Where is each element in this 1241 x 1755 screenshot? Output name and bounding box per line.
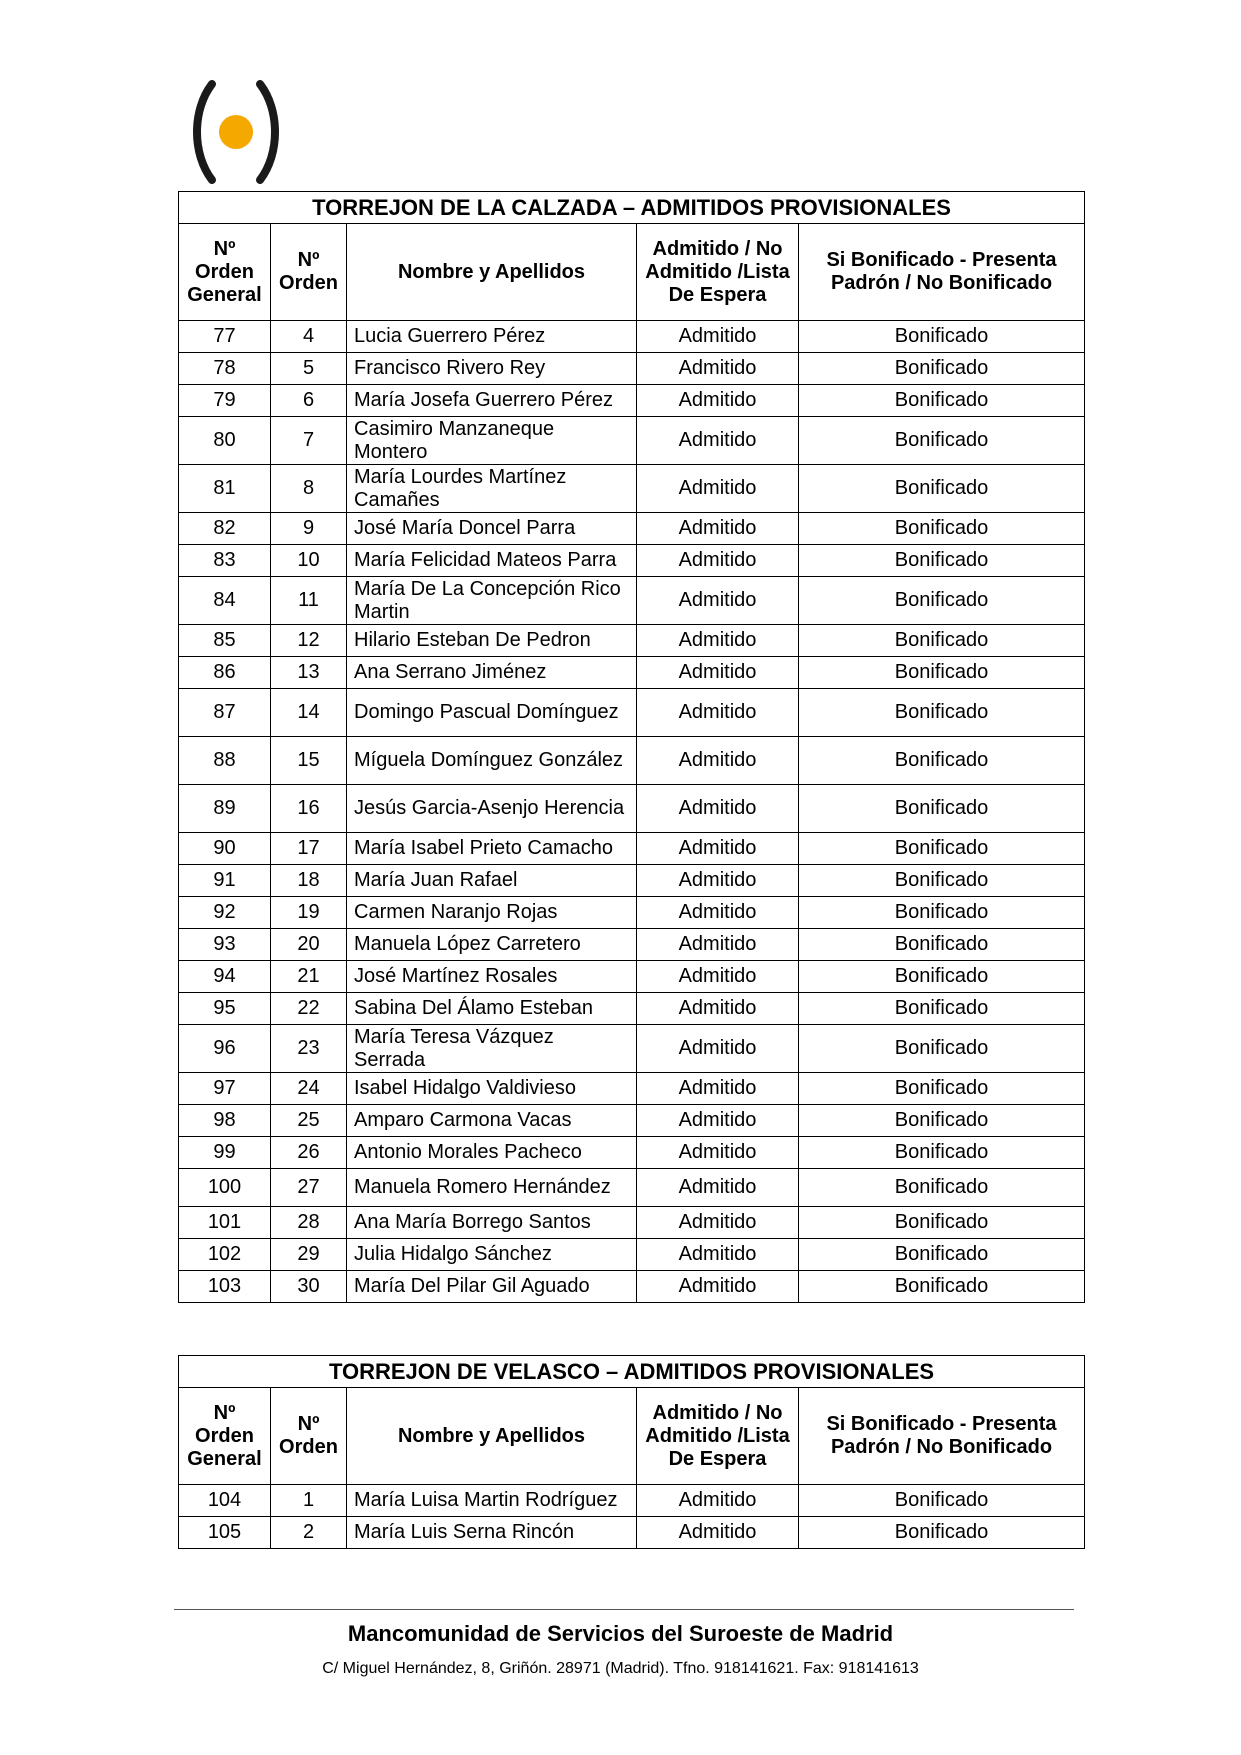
orden-cell: 24	[271, 1073, 347, 1105]
orden-cell: 5	[271, 353, 347, 385]
orden-general-cell: 97	[179, 1073, 271, 1105]
orden-general-cell: 82	[179, 513, 271, 545]
column-header-orden-general: Nº Orden General	[179, 1388, 271, 1485]
bonificado-cell: Bonificado	[799, 1073, 1085, 1105]
orden-general-cell: 103	[179, 1271, 271, 1303]
orden-general-cell: 100	[179, 1169, 271, 1207]
orden-cell: 16	[271, 785, 347, 833]
footer-divider	[174, 1609, 1074, 1610]
bonificado-cell: Bonificado	[799, 1105, 1085, 1137]
estado-cell: Admitido	[637, 465, 799, 513]
orden-general-cell: 88	[179, 737, 271, 785]
bonificado-cell: Bonificado	[799, 961, 1085, 993]
estado-cell: Admitido	[637, 689, 799, 737]
table-row	[179, 417, 1085, 465]
bonificado-cell: Bonificado	[799, 1239, 1085, 1271]
nombre-cell: Domingo Pascual Domínguez	[347, 689, 637, 737]
table-row	[179, 385, 1085, 417]
estado-cell: Admitido	[637, 417, 799, 465]
table-row	[179, 833, 1085, 865]
table-title: TORREJON DE VELASCO – ADMITIDOS PROVISIONALES	[179, 1356, 1085, 1388]
nombre-cell: Ana María Borrego Santos	[347, 1207, 637, 1239]
column-header-admitido: Admitido / No Admitido /Lista De Espera	[637, 224, 799, 321]
table-row	[179, 353, 1085, 385]
orden-general-cell: 99	[179, 1137, 271, 1169]
orden-cell: 7	[271, 417, 347, 465]
orden-general-cell: 80	[179, 417, 271, 465]
table-row	[179, 961, 1085, 993]
admitidos-table-velasco	[178, 1355, 1085, 1549]
bonificado-cell: Bonificado	[799, 993, 1085, 1025]
bonificado-cell: Bonificado	[799, 1517, 1085, 1549]
nombre-cell: Manuela López Carretero	[347, 929, 637, 961]
nombre-cell: María Juan Rafael	[347, 865, 637, 897]
orden-general-cell: 79	[179, 385, 271, 417]
bonificado-cell: Bonificado	[799, 385, 1085, 417]
orden-cell: 17	[271, 833, 347, 865]
estado-cell: Admitido	[637, 1073, 799, 1105]
column-header-bonificado: Si Bonificado - Presenta Padrón / No Bonificado	[799, 224, 1085, 321]
bonificado-cell: Bonificado	[799, 865, 1085, 897]
table-row	[179, 1207, 1085, 1239]
orden-cell: 14	[271, 689, 347, 737]
nombre-cell: Isabel Hidalgo Valdivieso	[347, 1073, 637, 1105]
nombre-cell: María Luis Serna Rincón	[347, 1517, 637, 1549]
bonificado-cell: Bonificado	[799, 625, 1085, 657]
orden-cell: 6	[271, 385, 347, 417]
mancomunidad-logo-icon	[188, 80, 284, 184]
orden-general-cell: 101	[179, 1207, 271, 1239]
bonificado-cell: Bonificado	[799, 577, 1085, 625]
estado-cell: Admitido	[637, 1025, 799, 1073]
estado-cell: Admitido	[637, 833, 799, 865]
orden-general-cell: 85	[179, 625, 271, 657]
nombre-cell: Ana Serrano Jiménez	[347, 657, 637, 689]
orden-cell: 8	[271, 465, 347, 513]
orden-cell: 2	[271, 1517, 347, 1549]
orden-general-cell: 81	[179, 465, 271, 513]
table-row	[179, 625, 1085, 657]
orden-cell: 30	[271, 1271, 347, 1303]
orden-cell: 15	[271, 737, 347, 785]
nombre-cell: Julia Hidalgo Sánchez	[347, 1239, 637, 1271]
bonificado-cell: Bonificado	[799, 465, 1085, 513]
nombre-cell: Sabina Del Álamo Esteban	[347, 993, 637, 1025]
orden-cell: 19	[271, 897, 347, 929]
nombre-cell: María De La Concepción Rico Martin	[347, 577, 637, 625]
table-row	[179, 1271, 1085, 1303]
orden-general-cell: 77	[179, 321, 271, 353]
table-row	[179, 865, 1085, 897]
orden-cell: 27	[271, 1169, 347, 1207]
bonificado-cell: Bonificado	[799, 545, 1085, 577]
nombre-cell: María Del Pilar Gil Aguado	[347, 1271, 637, 1303]
table-row	[179, 465, 1085, 513]
estado-cell: Admitido	[637, 785, 799, 833]
orden-general-cell: 87	[179, 689, 271, 737]
nombre-cell: Lucia Guerrero Pérez	[347, 321, 637, 353]
bonificado-cell: Bonificado	[799, 1271, 1085, 1303]
bonificado-cell: Bonificado	[799, 689, 1085, 737]
estado-cell: Admitido	[637, 657, 799, 689]
bonificado-cell: Bonificado	[799, 929, 1085, 961]
orden-cell: 28	[271, 1207, 347, 1239]
orden-cell: 10	[271, 545, 347, 577]
orden-cell: 18	[271, 865, 347, 897]
bonificado-cell: Bonificado	[799, 417, 1085, 465]
table-row	[179, 1073, 1085, 1105]
admitidos-table-calzada	[178, 191, 1085, 1303]
estado-cell: Admitido	[637, 1105, 799, 1137]
orden-cell: 22	[271, 993, 347, 1025]
orden-general-cell: 93	[179, 929, 271, 961]
estado-cell: Admitido	[637, 1169, 799, 1207]
estado-cell: Admitido	[637, 1485, 799, 1517]
table-row	[179, 689, 1085, 737]
estado-cell: Admitido	[637, 993, 799, 1025]
table-row	[179, 1517, 1085, 1549]
nombre-cell: Hilario Esteban De Pedron	[347, 625, 637, 657]
bonificado-cell: Bonificado	[799, 1169, 1085, 1207]
estado-cell: Admitido	[637, 737, 799, 785]
estado-cell: Admitido	[637, 321, 799, 353]
bonificado-cell: Bonificado	[799, 785, 1085, 833]
orden-general-cell: 84	[179, 577, 271, 625]
orden-general-cell: 78	[179, 353, 271, 385]
table-row	[179, 993, 1085, 1025]
column-header-admitido: Admitido / No Admitido /Lista De Espera	[637, 1388, 799, 1485]
table-row	[179, 1239, 1085, 1271]
estado-cell: Admitido	[637, 1137, 799, 1169]
column-header-orden-general: Nº Orden General	[179, 224, 271, 321]
orden-general-cell: 96	[179, 1025, 271, 1073]
table-row	[179, 545, 1085, 577]
orden-cell: 29	[271, 1239, 347, 1271]
bonificado-cell: Bonificado	[799, 1485, 1085, 1517]
bonificado-cell: Bonificado	[799, 353, 1085, 385]
table-row	[179, 1485, 1085, 1517]
nombre-cell: Carmen Naranjo Rojas	[347, 897, 637, 929]
bonificado-cell: Bonificado	[799, 737, 1085, 785]
nombre-cell: María Felicidad Mateos Parra	[347, 545, 637, 577]
bonificado-cell: Bonificado	[799, 513, 1085, 545]
orden-cell: 25	[271, 1105, 347, 1137]
nombre-cell: Míguela Domínguez González	[347, 737, 637, 785]
nombre-cell: María Isabel Prieto Camacho	[347, 833, 637, 865]
table-row	[179, 513, 1085, 545]
table-row	[179, 737, 1085, 785]
nombre-cell: Amparo Carmona Vacas	[347, 1105, 637, 1137]
column-header-nombre: Nombre y Apellidos	[347, 1388, 637, 1485]
orden-cell: 13	[271, 657, 347, 689]
table-row	[179, 1169, 1085, 1207]
orden-cell: 11	[271, 577, 347, 625]
estado-cell: Admitido	[637, 961, 799, 993]
nombre-cell: María Josefa Guerrero Pérez	[347, 385, 637, 417]
nombre-cell: Francisco Rivero Rey	[347, 353, 637, 385]
orden-cell: 12	[271, 625, 347, 657]
table-row	[179, 577, 1085, 625]
orden-cell: 4	[271, 321, 347, 353]
bonificado-cell: Bonificado	[799, 1025, 1085, 1073]
orden-cell: 26	[271, 1137, 347, 1169]
estado-cell: Admitido	[637, 1271, 799, 1303]
table-row	[179, 321, 1085, 353]
orden-general-cell: 104	[179, 1485, 271, 1517]
orden-general-cell: 91	[179, 865, 271, 897]
footer-address: C/ Miguel Hernández, 8, Griñón. 28971 (Madrid). Tfno. 918141621. Fax: 918141613	[322, 1660, 919, 1677]
table-row	[179, 657, 1085, 689]
bonificado-cell: Bonificado	[799, 321, 1085, 353]
orden-general-cell: 98	[179, 1105, 271, 1137]
estado-cell: Admitido	[637, 1517, 799, 1549]
footer-organization: Mancomunidad de Servicios del Suroeste de Madrid	[347, 1621, 894, 1646]
column-header-orden: Nº Orden	[271, 1388, 347, 1485]
column-header-bonificado: Si Bonificado - Presenta Padrón / No Bonificado	[799, 1388, 1085, 1485]
estado-cell: Admitido	[637, 1239, 799, 1271]
estado-cell: Admitido	[637, 385, 799, 417]
estado-cell: Admitido	[637, 513, 799, 545]
orden-general-cell: 105	[179, 1517, 271, 1549]
nombre-cell: José María Doncel Parra	[347, 513, 637, 545]
estado-cell: Admitido	[637, 929, 799, 961]
bonificado-cell: Bonificado	[799, 657, 1085, 689]
estado-cell: Admitido	[637, 625, 799, 657]
nombre-cell: María Lourdes Martínez Camañes	[347, 465, 637, 513]
bonificado-cell: Bonificado	[799, 897, 1085, 929]
bonificado-cell: Bonificado	[799, 833, 1085, 865]
orden-general-cell: 83	[179, 545, 271, 577]
estado-cell: Admitido	[637, 1207, 799, 1239]
table-row	[179, 1025, 1085, 1073]
orden-general-cell: 102	[179, 1239, 271, 1271]
orden-general-cell: 89	[179, 785, 271, 833]
estado-cell: Admitido	[637, 577, 799, 625]
table-title: TORREJON DE LA CALZADA – ADMITIDOS PROVISIONALES	[179, 192, 1085, 224]
orden-general-cell: 94	[179, 961, 271, 993]
orden-general-cell: 90	[179, 833, 271, 865]
nombre-cell: Jesús Garcia-Asenjo Herencia	[347, 785, 637, 833]
orden-cell: 20	[271, 929, 347, 961]
orden-general-cell: 95	[179, 993, 271, 1025]
orden-general-cell: 86	[179, 657, 271, 689]
bonificado-cell: Bonificado	[799, 1137, 1085, 1169]
bonificado-cell: Bonificado	[799, 1207, 1085, 1239]
estado-cell: Admitido	[637, 353, 799, 385]
column-header-nombre: Nombre y Apellidos	[347, 224, 637, 321]
estado-cell: Admitido	[637, 865, 799, 897]
orden-cell: 23	[271, 1025, 347, 1073]
table-row	[179, 1137, 1085, 1169]
table-row	[179, 929, 1085, 961]
estado-cell: Admitido	[637, 545, 799, 577]
table-row	[179, 785, 1085, 833]
nombre-cell: María Luisa Martin Rodríguez	[347, 1485, 637, 1517]
nombre-cell: María Teresa Vázquez Serrada	[347, 1025, 637, 1073]
nombre-cell: Manuela Romero Hernández	[347, 1169, 637, 1207]
orden-cell: 1	[271, 1485, 347, 1517]
table-row	[179, 897, 1085, 929]
table-row	[179, 1105, 1085, 1137]
estado-cell: Admitido	[637, 897, 799, 929]
orden-cell: 21	[271, 961, 347, 993]
nombre-cell: Casimiro Manzaneque Montero	[347, 417, 637, 465]
nombre-cell: José Martínez Rosales	[347, 961, 637, 993]
nombre-cell: Antonio Morales Pacheco	[347, 1137, 637, 1169]
orden-general-cell: 92	[179, 897, 271, 929]
orden-cell: 9	[271, 513, 347, 545]
column-header-orden: Nº Orden	[271, 224, 347, 321]
